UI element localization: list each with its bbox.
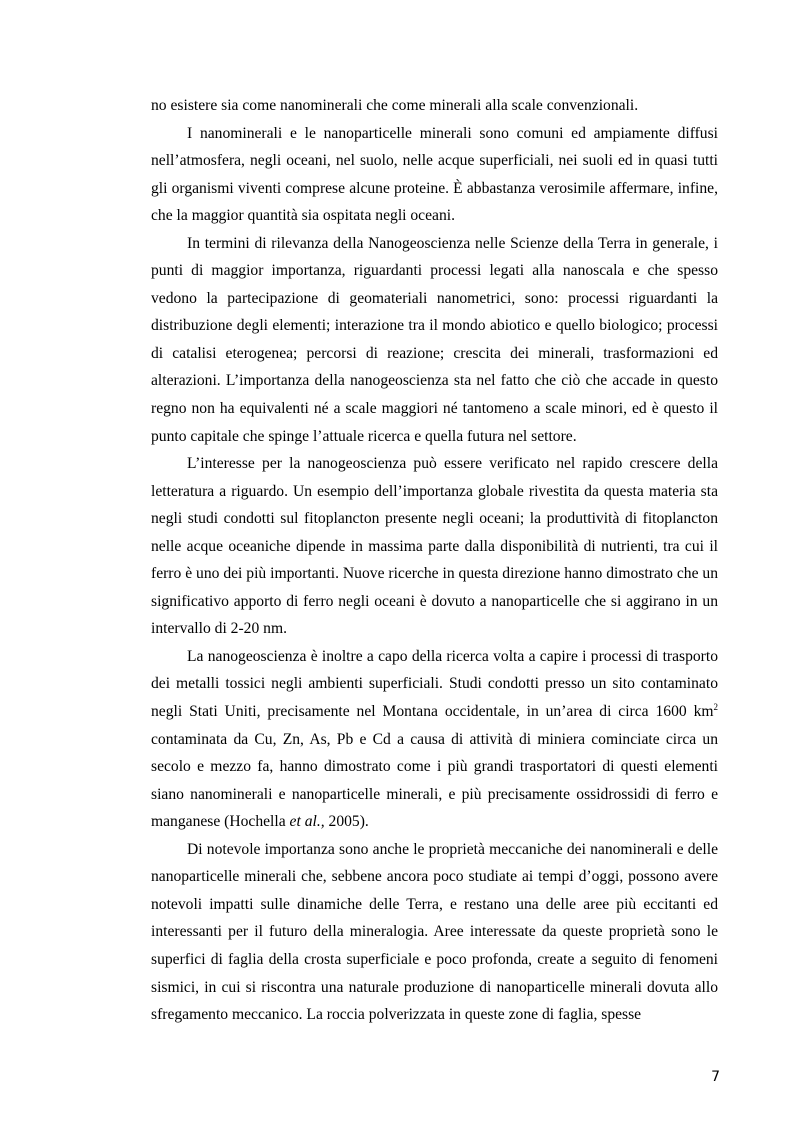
paragraph-toxic-metals-transport (151, 643, 718, 836)
text-segment: 2005). (324, 813, 369, 831)
page-number: 7 (711, 1069, 720, 1085)
superscript: 2 (713, 702, 718, 713)
paragraph-continued: no esistere sia come nanominerali che come minerali alla scale convenzionali. (151, 97, 639, 114)
body-text (151, 92, 718, 1029)
paragraph-mechanical-properties: Di notevole importanza sono anche le proprietà meccaniche dei nanominerali e delle nanoparticelle minerali che, sebbene ancora poco studiate ai tempi d’oggi, possono avere notevoli impatti sulle dinamiche delle Terra, e restano una delle aree più eccitanti ed interessanti per il futuro della mineralogia. Aree interessate da queste proprietà sono le superfici di faglia della crosta superficiale e poco profonda, create a seguito di fenomeni sismici, in cui si riscontra una naturale produzione di nanoparticelle minerali dovuta allo sfregamento meccanico. La roccia polverizzata in queste zone di faglia, spesse (151, 840, 718, 1024)
text-segment: contaminata da Cu, Zn, As, Pb e Cd a causa di attività di miniera cominciate circa un secolo e mezzo fa, hanno dimostrato come i più grandi trasportatori di questi elementi siano nanominerali e nanoparticelle minerali, e più precisamente ossidrossidi di ferro e manganese (Hochella (151, 730, 718, 831)
paragraph-nanogeoscience-relevance: In termini di rilevanza della Nanogeoscienza nelle Scienze della Terra in generale, i punti di maggior importanza, riguardanti processi legati alla nanoscala e che spesso vedono la partecipazione di geomateriali nanometrici, sono: processi riguardanti la distribuzione degli elementi; interazione tra il mondo abiotico e quello biologico; processi di catalisi eterogenea; percorsi di reazione; crescita dei minerali, trasformazioni ed alterazioni. L’importanza della nanogeoscienza sta nel fatto che ciò che accade in questo regno non ha equivalenti né a scale maggiori né tantomeno a scale minori, ed è questo il punto capitale che spinge l’attuale ricerca e quella futura nel settore. (151, 234, 718, 445)
paragraph-phytoplankton-iron: L’interesse per la nanogeoscienza può essere verificato nel rapido crescere della letteratura a riguardo. Un esempio dell’importanza globale rivestita da questa materia sta negli studi condotti sul fitoplancton presente negli oceani; la produttività di fitoplancton nelle acque oceaniche dipende in massima parte dalla disponibilità di nutrienti, tra cui il ferro è uno dei più importanti. Nuove ricerche in questa direzione hanno dimostrato che un significativo apporto di ferro negli oceani è dovuto a nanoparticelle che si aggirano in un intervallo di 2-20 nm. (151, 455, 718, 638)
paragraph-nanominerals-diffusion: I nanominerali e le nanoparticelle minerali sono comuni ed ampiamente diffusi nell’atmosfera, negli oceani, nel suolo, nelle acque superficiali, nei suoli ed in quasi tutti gli organismi viventi comprese alcune proteine. È abbastanza verosimile affermare, infine, che la maggior quantità sia ospitata negli oceani. (151, 124, 718, 225)
citation-italic: et al., (289, 813, 325, 831)
text-segment: La nanogeoscienza è inoltre a capo della ricerca volta a capire i processi di trasporto dei metalli tossici negli ambienti superficiali. Studi condotti presso un sito contaminato negli Stati Uniti, precisamente nel Montana occidentale, in un’area di circa 1600 km (151, 647, 718, 721)
